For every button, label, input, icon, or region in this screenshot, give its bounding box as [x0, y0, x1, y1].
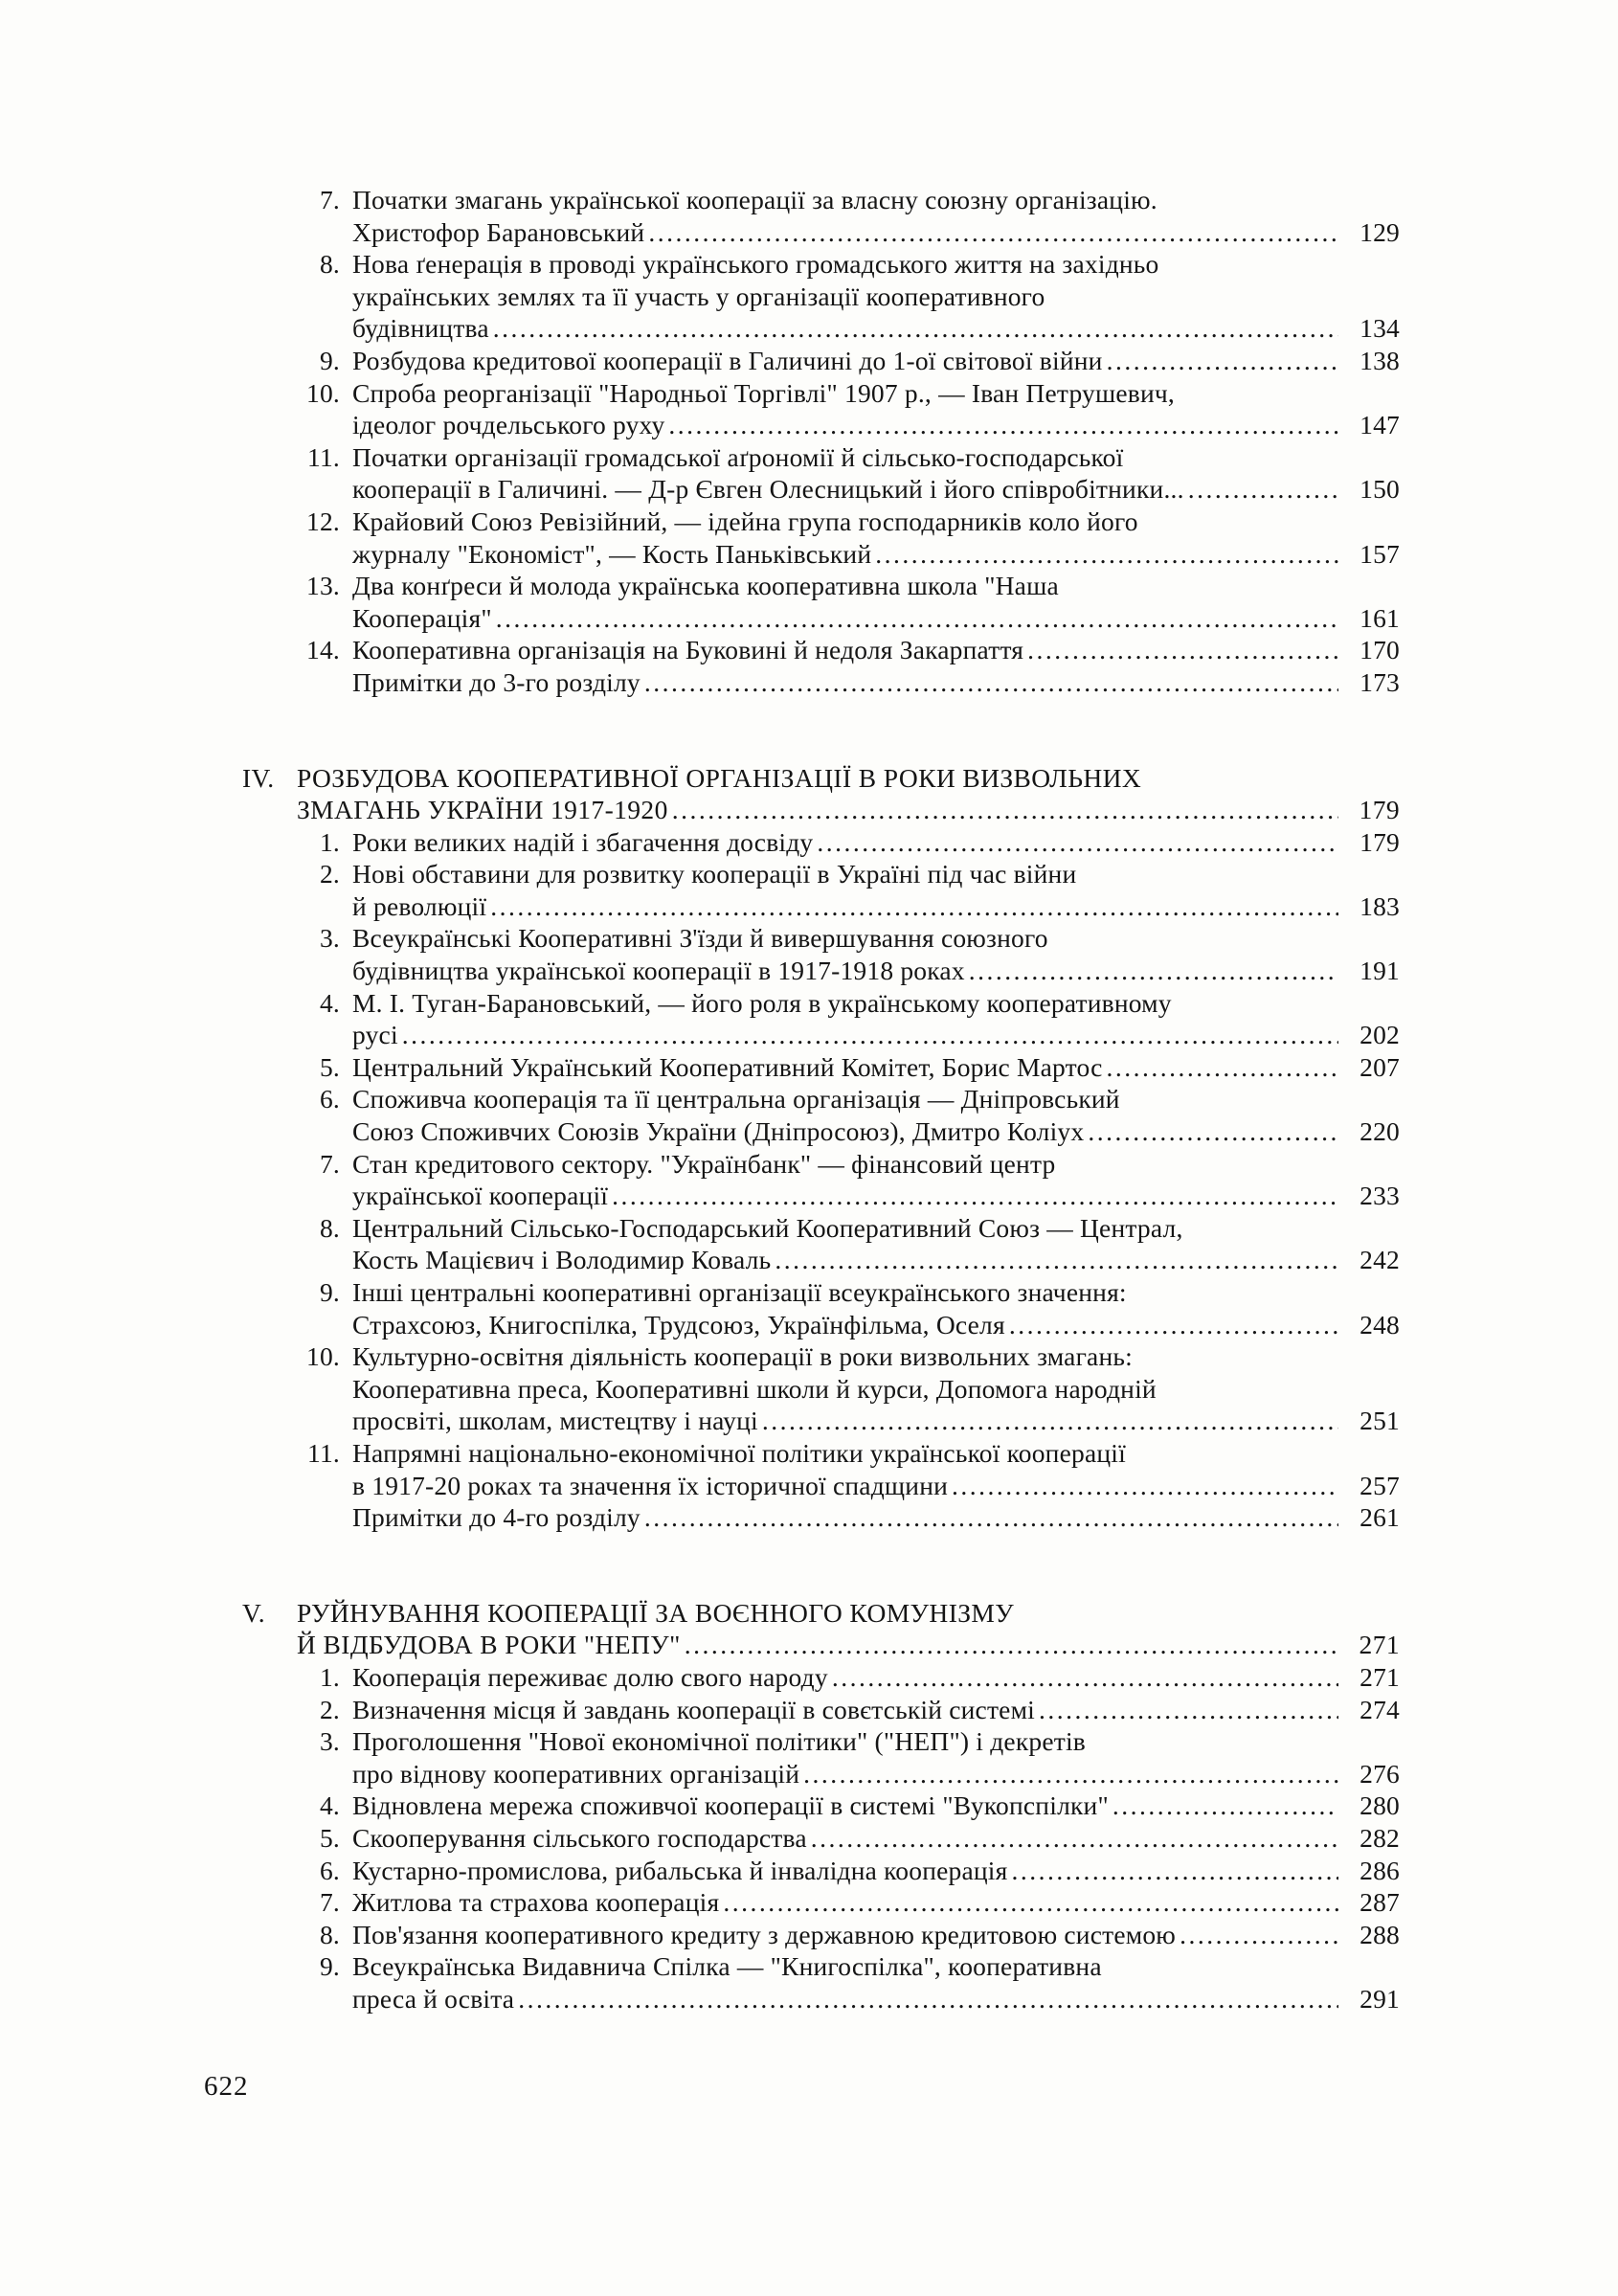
entry-text: журналу "Економіст", — Кость Паньківський — [352, 538, 872, 569]
entry-number: 3. — [319, 1726, 340, 1757]
page-number: 134 — [1360, 313, 1400, 344]
entry-body — [340, 1694, 1400, 1726]
toc-entry — [242, 1855, 1400, 1887]
entry-text: й революції — [352, 890, 487, 921]
dots-leader — [1107, 345, 1338, 377]
entry-body — [340, 570, 1400, 634]
entry-line — [297, 1597, 1400, 1630]
entry-body — [297, 762, 1400, 826]
page-number: 276 — [1360, 1758, 1400, 1789]
entry-body — [340, 634, 1400, 666]
page-number: 291 — [1360, 1983, 1400, 2014]
page-number: 170 — [1360, 635, 1400, 665]
entry-line — [352, 184, 1400, 216]
entry-number: 14. — [306, 635, 340, 665]
page-number: 233 — [1360, 1181, 1400, 1211]
page-number: 251 — [1360, 1406, 1400, 1436]
entry-text: преса й освіта — [352, 1983, 515, 2014]
toc-entry — [242, 506, 1400, 570]
dots-leader — [668, 409, 1338, 441]
entry-line — [352, 826, 1400, 859]
entry-text: Христофор Барановський — [352, 216, 645, 247]
entry-line — [297, 1629, 1400, 1661]
entry-line — [352, 1983, 1400, 2015]
page-number: 271 — [1359, 1630, 1400, 1660]
toc-entry — [242, 858, 1400, 922]
entry-body — [340, 1855, 1400, 1887]
entry-text: Початки організації громадської аґрономії й сільсько-господарської — [352, 441, 1124, 472]
entry-line — [352, 1470, 1400, 1502]
entry-text: русі — [352, 1020, 398, 1050]
dots-leader — [490, 890, 1338, 923]
dots-leader — [762, 1405, 1338, 1437]
entry-number: 2. — [319, 1694, 340, 1724]
entry-text: Всеукраїнська Видавнича Спілка — "Книгоспілка", кооперативна — [352, 1951, 1102, 1982]
page-number: 138 — [1360, 345, 1400, 375]
entry-number: 9. — [319, 1277, 340, 1307]
toc-section — [242, 184, 1400, 699]
entry-line — [352, 1212, 1400, 1245]
dots-leader — [672, 794, 1338, 826]
entry-number: 7. — [319, 185, 340, 214]
dots-leader — [1012, 1855, 1339, 1887]
entry-line — [352, 1886, 1400, 1919]
section-number: V. — [242, 1597, 265, 1628]
entry-text: Примітки до 3-го розділу — [352, 666, 640, 697]
dots-leader — [1009, 1309, 1338, 1341]
toc-entry — [242, 666, 1400, 699]
toc-entry — [242, 1694, 1400, 1726]
entry-text: ЗМАГАНЬ УКРАЇНИ 1917-1920 — [297, 795, 668, 825]
dots-leader — [811, 1822, 1338, 1855]
dots-leader — [612, 1180, 1338, 1212]
entry-line — [297, 762, 1400, 795]
entry-body — [340, 826, 1400, 859]
entry-text: Центральний Сільсько-Господарський Кооперативний Союз — Централ, — [352, 1212, 1183, 1243]
entry-body — [340, 377, 1400, 441]
entry-line — [352, 1405, 1400, 1437]
dots-leader — [644, 1501, 1338, 1534]
page-number: 261 — [1360, 1502, 1400, 1533]
page-number: 242 — [1360, 1245, 1400, 1275]
entry-text: Початки змагань української кооперації за власну союзну організацію. — [352, 185, 1157, 214]
entry-body — [340, 345, 1400, 377]
entry-line — [352, 1083, 1400, 1115]
entry-number: 7. — [319, 1887, 340, 1918]
entry-line — [352, 1501, 1400, 1534]
entry-number: 10. — [306, 1341, 340, 1372]
entry-text: Роки великих надій і збагачення досвіду — [352, 826, 814, 857]
toc-entry — [242, 1148, 1400, 1212]
page-number: 161 — [1360, 602, 1400, 633]
toc-entry — [242, 1051, 1400, 1084]
entry-body — [340, 1148, 1400, 1212]
entry-text: Кооперація переживає долю свого народу — [352, 1661, 828, 1692]
page-number: 207 — [1360, 1051, 1400, 1082]
toc-entry — [242, 1501, 1400, 1534]
entry-body — [340, 1051, 1400, 1084]
entry-text: Центральний Український Кооперативний Комітет, Борис Мартос — [352, 1051, 1103, 1082]
toc-entry — [242, 826, 1400, 859]
folio-page-number: 622 — [204, 2071, 249, 2102]
entry-line — [352, 1950, 1400, 1983]
entry-text: Пов'язання кооперативного кредиту з державною кредитовою системою — [352, 1919, 1177, 1949]
toc-entry — [242, 377, 1400, 441]
entry-line — [352, 538, 1400, 571]
entry-body — [340, 1212, 1400, 1276]
entry-text: Споживча кооперація та її центральна організація — Дніпровський — [352, 1084, 1120, 1114]
entry-line — [352, 441, 1400, 474]
page-number: 288 — [1360, 1919, 1400, 1949]
entry-text: Кооперативна преса, Кооперативні школи й курси, Допомога народній — [352, 1373, 1157, 1404]
entry-body — [340, 506, 1400, 570]
dots-leader — [518, 1983, 1338, 2015]
entry-text: Союз Споживчих Союзів України (Дніпросоюз), Дмитро Коліух — [352, 1116, 1085, 1147]
entry-line — [352, 570, 1400, 602]
entry-text: Відновлена мережа споживчої кооперації в системі "Вукопспілки" — [352, 1790, 1109, 1821]
entry-line — [352, 1019, 1400, 1051]
entry-text: просвіті, школам, мистецтву і науці — [352, 1406, 758, 1436]
entry-number: 7. — [319, 1148, 340, 1179]
entry-text: Примітки до 4-го розділу — [352, 1502, 640, 1533]
entry-text: Страхсоюз, Книгоспілка, Трудсоюз, Українфільма, Оселя — [352, 1309, 1005, 1339]
entry-line — [352, 1661, 1400, 1694]
page-number: 183 — [1360, 890, 1400, 921]
entry-text: будівництва української кооперації в 1917-1918 роках — [352, 956, 965, 986]
entry-text: Кооперація" — [352, 602, 492, 633]
entry-text: М. І. Туган-Барановський, — його роля в українському кооперативному — [352, 987, 1172, 1018]
entry-body — [340, 1661, 1400, 1694]
toc-entry — [242, 1886, 1400, 1919]
entry-text: про віднову кооперативних організацій — [352, 1758, 800, 1789]
toc-entry — [242, 987, 1400, 1051]
entry-line — [352, 987, 1400, 1020]
page-number: 150 — [1360, 474, 1400, 505]
entry-text: Проголошення "Нової економічної політики" ("НЕП") і декретів — [352, 1726, 1086, 1757]
toc-entry — [242, 1340, 1400, 1437]
entry-line — [352, 506, 1400, 538]
entry-text: будівництва — [352, 313, 489, 344]
entry-number: 6. — [319, 1855, 340, 1885]
dots-leader — [493, 312, 1338, 345]
entry-text: Житлова та страхова кооперація — [352, 1887, 720, 1918]
page-number: 157 — [1360, 538, 1400, 569]
entry-body — [340, 1886, 1400, 1919]
entry-line — [352, 1051, 1400, 1084]
entry-line — [352, 1340, 1400, 1373]
entry-text: Визначення місця й завдань кооперації в совєтській системі — [352, 1694, 1036, 1724]
entry-text: РОЗБУДОВА КООПЕРАТИВНОЇ ОРГАНІЗАЦІЇ В РОКИ ВИЗВОЛЬНИХ — [297, 762, 1142, 793]
entry-text: Нова ґенерація в проводі українського громадського життя на західньо — [352, 249, 1159, 280]
dots-leader — [803, 1758, 1338, 1790]
entry-number: 4. — [319, 1790, 340, 1821]
page-number: 257 — [1360, 1470, 1400, 1500]
entry-text: Всеукраїнські Кооперативні З'їзди й вивершування союзного — [352, 923, 1048, 954]
entry-body — [340, 987, 1400, 1051]
entry-number: 8. — [319, 1919, 340, 1949]
toc-entry — [242, 1725, 1400, 1790]
entry-line — [352, 1244, 1400, 1276]
entry-text: Крайовий Союз Ревізійний, — ідейна група господарників коло його — [352, 506, 1138, 536]
dots-leader — [1188, 473, 1338, 506]
entry-body — [340, 248, 1400, 345]
toc-entry — [242, 634, 1400, 666]
entry-line — [352, 1694, 1400, 1726]
dots-leader — [775, 1244, 1338, 1276]
entry-body — [340, 1790, 1400, 1822]
toc-entry — [242, 441, 1400, 506]
page-number: 173 — [1360, 666, 1400, 697]
entry-body — [340, 858, 1400, 922]
page-number: 271 — [1360, 1661, 1400, 1692]
page-number: 248 — [1360, 1309, 1400, 1339]
entry-number: 5. — [319, 1822, 340, 1853]
entry-line — [352, 1309, 1400, 1341]
entry-number: 4. — [319, 987, 340, 1018]
entry-number: 11. — [307, 441, 340, 472]
entry-line — [297, 794, 1400, 826]
entry-text: Скооперування сільського господарства — [352, 1822, 807, 1853]
page-number: 220 — [1360, 1116, 1400, 1147]
entry-line — [352, 922, 1400, 955]
entry-number: 1. — [319, 826, 340, 857]
page-number: 286 — [1360, 1855, 1400, 1885]
toc-section — [242, 762, 1400, 1534]
dots-leader — [685, 1629, 1338, 1661]
dots-leader — [1112, 1790, 1338, 1822]
entry-number: 3. — [319, 923, 340, 954]
entry-text: ідеолог рочдельського руху — [352, 410, 665, 440]
entry-text: Кооперативна організація на Буковині й недоля Закарпаття — [352, 635, 1024, 665]
entry-text: Культурно-освітня діяльність кооперації в роки визвольних змагань: — [352, 1341, 1133, 1372]
entry-line — [352, 634, 1400, 666]
dots-leader — [402, 1019, 1338, 1051]
dots-leader — [723, 1886, 1338, 1919]
dots-leader — [496, 602, 1338, 635]
dots-leader — [644, 666, 1338, 699]
entry-line — [352, 409, 1400, 441]
entry-body — [340, 1276, 1400, 1340]
entry-line — [352, 1790, 1400, 1822]
page-number: 147 — [1360, 410, 1400, 440]
entry-body — [340, 1950, 1400, 2015]
entry-text: РУЙНУВАННЯ КООПЕРАЦІЇ ЗА ВОЄННОГО КОМУНІЗМУ — [297, 1597, 1015, 1628]
entry-line — [352, 281, 1400, 313]
entry-number: 8. — [319, 249, 340, 280]
toc-entry — [242, 1661, 1400, 1694]
dots-leader — [648, 216, 1338, 249]
entry-body — [340, 1083, 1400, 1147]
entry-text: Два конґреси й молода українська кооперативна школа "Наша — [352, 571, 1059, 601]
toc-section — [242, 1597, 1400, 2015]
toc-entry — [242, 1919, 1400, 1951]
entry-line — [352, 1180, 1400, 1212]
dots-leader — [875, 538, 1338, 571]
toc — [242, 184, 1400, 2015]
dots-leader — [1039, 1694, 1338, 1726]
toc-entry — [242, 922, 1400, 986]
toc-entry — [242, 1212, 1400, 1276]
toc-entry — [242, 1437, 1400, 1501]
entry-text: Розбудова кредитової кооперації в Галичині до 1-ої світової війни — [352, 345, 1103, 375]
entry-line — [352, 1373, 1400, 1406]
entry-number: 2. — [319, 859, 340, 889]
page-number: 280 — [1360, 1790, 1400, 1821]
page-number: 179 — [1360, 826, 1400, 857]
entry-text: Кустарно-промислова, рибальська й інвалідна кооперація — [352, 1855, 1008, 1885]
page-number: 129 — [1360, 216, 1400, 247]
entry-number: 13. — [306, 571, 340, 601]
page-number: 179 — [1359, 795, 1400, 825]
page-number: 287 — [1360, 1887, 1400, 1918]
entry-text: Кость Мацієвич і Володимир Коваль — [352, 1245, 772, 1275]
entry-body — [340, 1725, 1400, 1790]
toc-entry — [242, 570, 1400, 634]
entry-line — [352, 955, 1400, 987]
entry-body — [340, 1822, 1400, 1855]
entry-line — [352, 858, 1400, 890]
section-heading — [242, 1597, 1400, 1661]
entry-number: 9. — [319, 1951, 340, 1982]
entry-body — [340, 1919, 1400, 1951]
toc-entry — [242, 248, 1400, 345]
entry-line — [352, 216, 1400, 249]
entry-text: Спроба реорганізації "Народньої Торгівлі" 1907 р., — Іван Петрушевич, — [352, 377, 1175, 408]
entry-number: 5. — [319, 1051, 340, 1082]
entry-text: українських землях та її участь у організації кооперативного — [352, 281, 1045, 311]
entry-line — [352, 312, 1400, 345]
toc-entry — [242, 345, 1400, 377]
dots-leader — [1088, 1115, 1338, 1148]
page-number: 282 — [1360, 1822, 1400, 1853]
entry-line — [352, 1822, 1400, 1855]
toc-entry — [242, 1276, 1400, 1340]
entry-number: 8. — [319, 1212, 340, 1243]
entry-line — [352, 1855, 1400, 1887]
entry-text: Інші центральні кооперативні організації всеукраїнського значення: — [352, 1277, 1127, 1307]
entry-body — [340, 1437, 1400, 1501]
dots-leader — [817, 826, 1338, 859]
page-number: 274 — [1360, 1694, 1400, 1724]
toc-entry — [242, 1822, 1400, 1855]
entry-line — [352, 248, 1400, 281]
entry-text: Стан кредитового сектору. "Українбанк" — фінансовий центр — [352, 1148, 1056, 1179]
dots-leader — [969, 955, 1338, 987]
entry-body — [340, 1340, 1400, 1437]
entry-body — [297, 1597, 1400, 1661]
dots-leader — [1107, 1051, 1338, 1084]
entry-text: Нові обставини для розвитку кооперації в Україні під час війни — [352, 859, 1077, 889]
entry-line — [352, 1276, 1400, 1309]
entry-line — [352, 1758, 1400, 1790]
entry-line — [352, 1725, 1400, 1758]
entry-line — [352, 377, 1400, 410]
entry-text: української кооперації — [352, 1181, 609, 1211]
page-number: 202 — [1360, 1020, 1400, 1050]
entry-text: в 1917-20 роках та значення їх історичної спадщини — [352, 1470, 949, 1500]
entry-line — [352, 473, 1400, 506]
entry-line — [352, 1148, 1400, 1181]
toc-entry — [242, 1083, 1400, 1147]
toc-entry — [242, 184, 1400, 248]
entry-number: 6. — [319, 1084, 340, 1114]
entry-line — [352, 666, 1400, 699]
entry-line — [352, 1919, 1400, 1951]
dots-leader — [1027, 634, 1338, 666]
page-number: 191 — [1360, 956, 1400, 986]
entry-number: 11. — [307, 1437, 340, 1468]
dots-leader — [832, 1661, 1338, 1694]
entry-number: 1. — [319, 1661, 340, 1692]
entry-number: 10. — [306, 377, 340, 408]
entry-number: 9. — [319, 345, 340, 375]
entry-body — [340, 922, 1400, 986]
entry-text: Напрямні національно-економічної політики української кооперації — [352, 1437, 1126, 1468]
toc-entry — [242, 1950, 1400, 2015]
entry-body — [340, 184, 1400, 248]
toc-entry — [242, 1790, 1400, 1822]
entry-line — [352, 602, 1400, 635]
dots-leader — [1180, 1919, 1338, 1951]
dots-leader — [952, 1470, 1338, 1502]
entry-line — [352, 890, 1400, 923]
entry-line — [352, 345, 1400, 377]
section-number: IV. — [242, 762, 275, 793]
entry-text: кооперації в Галичині. — Д-р Євген Олесницький і його співробітники... — [352, 474, 1184, 505]
entry-body — [340, 441, 1400, 506]
entry-line — [352, 1437, 1400, 1470]
section-heading — [242, 762, 1400, 826]
entry-body — [340, 1501, 1400, 1534]
entry-line — [352, 1115, 1400, 1148]
entry-number: 12. — [306, 506, 340, 536]
entry-body — [340, 666, 1400, 699]
entry-text: Й ВІДБУДОВА В РОКИ "НЕПУ" — [297, 1630, 681, 1660]
